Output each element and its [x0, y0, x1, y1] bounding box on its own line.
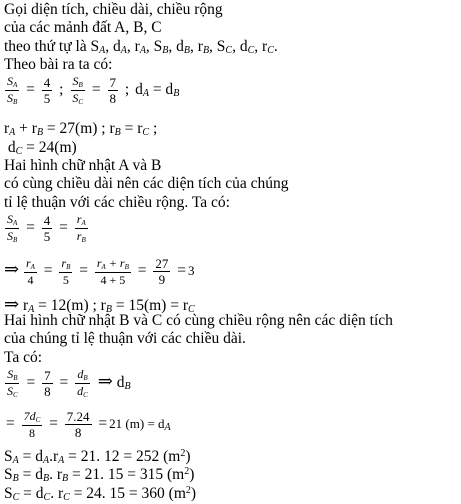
- text: =: [43, 262, 53, 280]
- den: 8: [109, 91, 117, 106]
- area-line-A: [4, 449, 191, 466]
- num: $S_A$: [7, 212, 18, 227]
- line-rA-rB: [4, 121, 157, 138]
- text-line-ab: Hai hình chữ nhật A và B: [4, 157, 162, 174]
- num: $r_B$: [61, 256, 71, 271]
- text: =: [49, 415, 58, 433]
- den: 5: [43, 91, 51, 106]
- fraction: [153, 257, 170, 286]
- text: $d_C = 24(m)$: [4, 139, 77, 157]
- den: 5: [43, 229, 51, 244]
- text: $S_B = d_B$. $r_B = 21$. 15 = 315 $(m^2)$: [4, 466, 195, 484]
- text: , d: [168, 38, 184, 55]
- sub: C: [225, 45, 233, 56]
- num: $S_A$: [7, 74, 18, 89]
- den: 4: [27, 273, 34, 287]
- intro-line-2: của các mảnh đất A, B, C: [4, 19, 162, 36]
- den: $S_C$: [72, 91, 84, 106]
- sub: A: [120, 45, 127, 56]
- text-line-ab-3: tỉ lệ thuận với các chiều rộng. Ta có:: [4, 194, 230, 211]
- sub: A: [99, 45, 106, 56]
- text: $r_A = 12(m)$ ; $r_B = 15(m) = r_C$: [22, 297, 195, 315]
- num: 7.24: [66, 409, 90, 424]
- num: $r_A + r_B$: [96, 256, 129, 271]
- fraction: [42, 214, 53, 243]
- den: $d_C$: [77, 384, 88, 399]
- intro-line-4: Theo bài ra ta có:: [4, 56, 113, 73]
- text: $r_A + r_B = 27(m)$ ; $r_B = r_C$ ;: [4, 120, 158, 138]
- den: 8: [44, 384, 51, 399]
- text: =: [91, 81, 101, 99]
- num: 4: [43, 213, 51, 228]
- ratio-line-5: [4, 410, 171, 439]
- den: $S_C$: [7, 384, 18, 399]
- den: $S_B$: [7, 91, 18, 106]
- text: 3: [188, 263, 195, 279]
- fraction: [5, 213, 19, 244]
- text-line-ab-2: có cùng chiều dài nên các diện tích của chúng: [4, 175, 289, 192]
- line-dC: [4, 140, 77, 157]
- num: $d_B$: [77, 367, 88, 382]
- sub: B: [162, 45, 169, 56]
- text: 21: [109, 416, 123, 432]
- sub: C: [267, 45, 274, 56]
- fraction: [70, 75, 85, 106]
- fraction: [75, 213, 88, 244]
- text: =: [26, 374, 36, 392]
- text: =: [98, 415, 108, 433]
- text: theo thứ tự là S: [4, 38, 100, 55]
- text: $S_C = d_C$. $r_C = 24$. 15 = 360 $(m^2)$: [4, 485, 197, 503]
- text: =: [26, 81, 35, 99]
- implies-icon: ⇒: [4, 259, 20, 280]
- fraction: [95, 257, 131, 286]
- implies-icon: ⇒: [97, 371, 113, 392]
- implies-icon: ⇒: [4, 294, 20, 314]
- text: $d_A = d_B$: [135, 81, 180, 100]
- den: 8: [28, 426, 35, 440]
- text: .: [273, 38, 278, 55]
- sub: C: [247, 45, 255, 56]
- text-line-bc: Hai hình chữ nhật B và C có cùng chiều rộng nên các diện tích: [4, 312, 393, 329]
- ratio-line-4: [4, 368, 131, 399]
- fraction: [108, 76, 119, 105]
- den: 8: [74, 425, 82, 440]
- den: 5: [62, 273, 69, 287]
- fraction: [42, 76, 53, 105]
- text-line-bc-2: của chúng tỉ lệ thuận với các chiều dài.: [4, 330, 246, 347]
- sub: B: [202, 45, 210, 56]
- num: 4: [43, 75, 51, 90]
- fraction: [42, 369, 53, 398]
- num: $r_A$: [25, 256, 35, 271]
- text: ;: [59, 81, 64, 99]
- num: $S_B$: [72, 74, 83, 89]
- sub: B: [183, 45, 191, 56]
- num: $7d_C$: [23, 409, 41, 424]
- text: =: [79, 262, 88, 280]
- text: =: [26, 219, 35, 237]
- sub: A: [139, 45, 146, 56]
- den: 4 + 5: [100, 273, 126, 287]
- ratio-line-3: [4, 257, 195, 286]
- num: $S_B$: [7, 367, 18, 382]
- ratio-line-1: [4, 75, 179, 106]
- intro-line-3: [4, 39, 278, 56]
- den: $r_B$: [76, 229, 86, 244]
- intro-line-1: Gọi diện tích, chiều dài, chiều rộng: [4, 1, 223, 18]
- num: 7: [44, 368, 51, 383]
- area-line-C: [4, 486, 196, 503]
- text-line-taco: Ta có:: [4, 349, 43, 366]
- ratio-line-2: [4, 213, 89, 244]
- text: =: [59, 219, 68, 237]
- area-line-B: [4, 467, 194, 484]
- text: , d: [232, 38, 248, 55]
- text: , d: [105, 38, 121, 55]
- den: $S_B$: [7, 229, 18, 244]
- fraction: [5, 368, 20, 399]
- fraction: [75, 368, 90, 399]
- text: ;: [124, 81, 130, 99]
- text: =: [177, 262, 187, 280]
- text: =: [137, 262, 147, 280]
- fraction: [59, 257, 72, 286]
- text: $S_A = d_A.r_A = 21$. 12 = 252 $(m^2)$: [4, 448, 191, 466]
- fraction: [65, 410, 92, 439]
- num: $r_A$: [76, 212, 86, 227]
- text: , S: [209, 38, 226, 55]
- fraction: [24, 257, 37, 286]
- num: 7: [109, 75, 117, 90]
- fraction: [5, 75, 19, 106]
- num: 27: [155, 256, 169, 271]
- den: 9: [158, 272, 166, 287]
- text: , r: [190, 38, 203, 55]
- text: , r: [254, 38, 268, 55]
- text: =: [59, 374, 69, 392]
- fraction: [22, 410, 43, 439]
- text: $d_B$: [116, 374, 131, 393]
- text: =: [6, 415, 15, 433]
- text: , S: [145, 38, 163, 55]
- text: , r: [126, 38, 140, 55]
- text: $(m) = d_A$: [122, 416, 171, 434]
